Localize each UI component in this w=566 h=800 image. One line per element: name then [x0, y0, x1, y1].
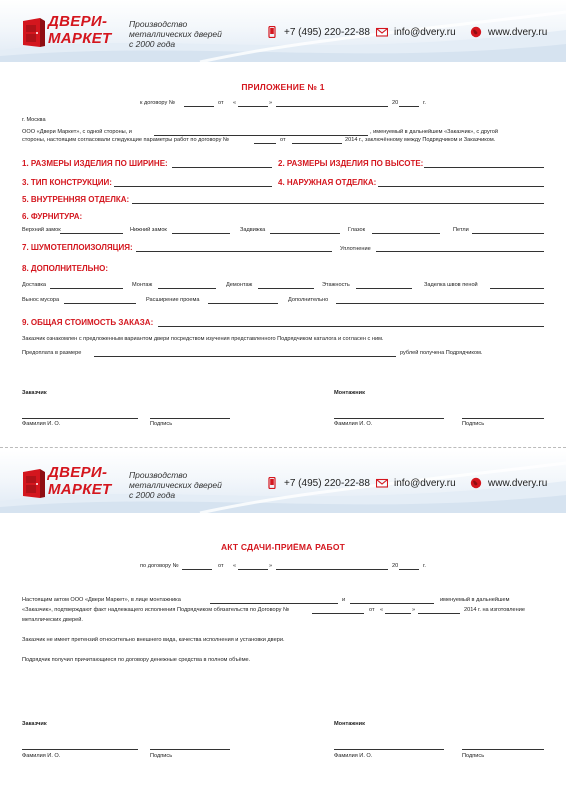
globe-icon	[470, 477, 482, 489]
act-month-line[interactable]	[276, 569, 388, 570]
prepay-suffix: рублей получена Подрядчиком.	[400, 350, 483, 356]
customer-name-line[interactable]	[154, 135, 368, 136]
hardware-latch: Задвижка	[240, 227, 266, 233]
act-p1-line2-e: 2014 г. на изготовление	[464, 607, 525, 613]
inner-value-line[interactable]	[132, 203, 544, 204]
act-contract-number-line[interactable]	[182, 569, 212, 570]
act-installer-name-sign-line[interactable]	[334, 749, 444, 750]
seal-value-line[interactable]	[376, 251, 544, 252]
insulation-seal-label: Уплотнение	[340, 246, 371, 252]
act-year-suffix: г.	[423, 563, 426, 569]
section-height-heading: 2. РАЗМЕРЫ ИЗДЕЛИЯ ПО ВЫСОТЕ:	[278, 159, 424, 168]
installer-name-sign-line[interactable]	[334, 418, 444, 419]
brand-logo-act	[20, 464, 120, 504]
act-year: 20	[392, 563, 399, 569]
email-address: info@dvery.ru	[394, 477, 456, 489]
act-signature-installer-label: Монтажник	[334, 721, 365, 727]
additional-widening: Расширение проема	[146, 297, 200, 303]
header-banner-act	[0, 451, 566, 513]
door-logo-icon	[20, 17, 46, 49]
city-label: г. Москва	[22, 117, 46, 123]
phone-icon	[266, 477, 278, 489]
act-year-line[interactable]	[399, 569, 419, 570]
contract-day-line[interactable]	[238, 106, 268, 107]
latch-line[interactable]	[270, 233, 340, 234]
hinges-line[interactable]	[472, 233, 544, 234]
act-contract-from: от	[218, 563, 224, 569]
contract-year: 20	[392, 100, 399, 106]
customer-signature-line[interactable]	[150, 418, 230, 419]
prepay-amount-line[interactable]	[94, 356, 396, 357]
website-contact-act	[470, 477, 547, 489]
upper-lock-line[interactable]	[60, 233, 123, 234]
intro-contract-number-line[interactable]	[254, 143, 276, 144]
act-p1-line2-a: «Заказчик», подтверждают факт надлежащего исполнения Подрядчиком обязательств по Договору №	[22, 607, 290, 613]
website-contact	[470, 26, 547, 38]
outer-value-line[interactable]	[378, 186, 544, 187]
act-customer-name-caption: Фамилия И. О.	[22, 753, 61, 759]
act-day-line[interactable]	[238, 569, 268, 570]
act-p1-line1-c: именуемый в дальнейшем	[440, 597, 510, 603]
act-contract-prefix: по договору №	[140, 563, 179, 569]
lower-lock-line[interactable]	[172, 233, 230, 234]
additional-installation: Монтаж	[132, 282, 153, 288]
section-insulation-heading: 7. ШУМОТЕПЛОИЗОЛЯЦИЯ:	[22, 243, 133, 252]
contract-year-line[interactable]	[399, 106, 419, 107]
website-url: www.dvery.ru	[488, 477, 548, 489]
insulation-value-line[interactable]	[136, 251, 332, 252]
act-p1-line3: металлических дверей.	[22, 617, 83, 623]
act-p3: Подрядчик получил причитающиеся по договору денежные средства в полном объёме.	[22, 657, 251, 663]
acquainted-text: Заказчик ознакомлен с предложенным вариантом двери посредством изучения представленного Подрядчиком каталога и согласен с ним.	[22, 336, 384, 342]
construction-value-line[interactable]	[114, 186, 272, 187]
act-p1-line1-b: и	[342, 597, 346, 603]
act-title: АКТ СДАЧИ-ПРИЁМА РАБОТ	[220, 542, 346, 552]
installer-sign-caption: Подпись	[462, 421, 485, 427]
contract-from: от	[218, 100, 224, 106]
contract-month-line[interactable]	[276, 106, 388, 107]
tagline-act	[129, 470, 222, 500]
act-installer-signature-line[interactable]	[462, 749, 544, 750]
installation-line[interactable]	[158, 288, 216, 289]
peephole-line[interactable]	[372, 233, 440, 234]
width-value-line[interactable]	[172, 167, 272, 168]
section-additional-heading: 8. ДОПОЛНИТЕЛЬНО:	[22, 264, 108, 273]
tagline-line1: Производство	[129, 470, 188, 480]
total-value-line[interactable]	[158, 326, 544, 327]
tagline-line3: с 2000 года	[129, 490, 176, 500]
hardware-lower-lock: Нижний замок	[130, 227, 167, 233]
intro-line2-a: стороны, настоящим согласовали следующие параметры работ по договору №	[22, 137, 229, 143]
hardware-hinges: Петли	[453, 227, 469, 233]
additional-extra: Дополнительно	[288, 297, 329, 303]
email-address: info@dvery.ru	[394, 26, 456, 38]
act-p1-day-line[interactable]	[385, 613, 411, 614]
act-installer-name-line[interactable]	[210, 603, 338, 604]
prepay-prefix: Предоплата в размере	[22, 350, 82, 356]
email-contact-act	[376, 477, 456, 489]
act-p1-line1-a: Настоящим актом ООО «Двери Маркет», в лице монтажника	[22, 597, 181, 603]
logo-text-line1: ДВЕРИ-	[48, 464, 108, 481]
globe-icon	[470, 26, 482, 38]
contract-number-line[interactable]	[184, 106, 214, 107]
cut-line	[0, 447, 566, 448]
customer-sign-caption: Подпись	[150, 421, 173, 427]
signature-installer-label: Монтажник	[334, 390, 365, 396]
door-logo-icon	[20, 468, 46, 500]
contract-prefix: к договору №	[140, 100, 175, 106]
dismantling-line[interactable]	[258, 288, 314, 289]
act-customer-name-line[interactable]	[350, 603, 434, 604]
hardware-upper-lock: Верхний замок	[22, 227, 61, 233]
intro-line1-a: ООО «Двери Маркет», с одной стороны, и	[22, 129, 132, 135]
installer-signature-line[interactable]	[462, 418, 544, 419]
intro-line2-c: 2014 г., заключённому между Подрядчиком и Заказчиком.	[345, 137, 496, 143]
floors-line[interactable]	[356, 288, 412, 289]
section-outer-heading: 4. НАРУЖНАЯ ОТДЕЛКА:	[278, 178, 377, 187]
section-inner-heading: 5. ВНУТРЕННЯЯ ОТДЕЛКА:	[22, 195, 130, 204]
delivery-line[interactable]	[50, 288, 123, 289]
act-p1-line2-d: »	[412, 607, 416, 613]
additional-dismantling: Демонтаж	[226, 282, 253, 288]
tagline-line3: с 2000 года	[129, 39, 176, 49]
act-customer-sign-caption: Подпись	[150, 753, 173, 759]
intro-line1-b: , именуемый в дальнейшем «Заказчик», с другой	[370, 129, 498, 135]
act-p2: Заказчик не имеет претензий относительно внешнего вида, качества исполнения и установки двери.	[22, 637, 285, 643]
act-p1-line2-c: «	[380, 607, 384, 613]
act-p1-contract-number-line[interactable]	[312, 613, 364, 614]
section-construction-heading: 3. ТИП КОНСТРУКЦИИ:	[22, 178, 112, 187]
phone-number: +7 (495) 220-22-88	[284, 26, 370, 38]
customer-name-caption: Фамилия И. О.	[22, 421, 61, 427]
header-banner	[0, 0, 566, 62]
act-customer-name-sign-line[interactable]	[22, 749, 138, 750]
additional-debris: Вынос мусора	[22, 297, 60, 303]
additional-floors: Этажность	[322, 282, 350, 288]
intro-contract-date-line[interactable]	[292, 143, 342, 144]
phone-number: +7 (495) 220-22-88	[284, 477, 370, 489]
appendix-title: ПРИЛОЖЕНИЕ № 1	[241, 82, 325, 92]
act-sheet	[0, 451, 566, 800]
customer-name-sign-line[interactable]	[22, 418, 138, 419]
email-contact	[376, 26, 456, 38]
installer-name-caption: Фамилия И. О.	[334, 421, 373, 427]
foam-sealing-line[interactable]	[490, 288, 544, 289]
act-installer-name-caption: Фамилия И. О.	[334, 753, 373, 759]
debris-line[interactable]	[64, 303, 136, 304]
act-p1-line2-b: от	[369, 607, 375, 613]
brand-logo	[20, 13, 120, 53]
act-customer-signature-line[interactable]	[150, 749, 230, 750]
act-p1-month-line[interactable]	[418, 613, 460, 614]
phone-icon	[266, 26, 278, 38]
logo-text-line2: МАРКЕТ	[48, 30, 112, 47]
height-value-line[interactable]	[424, 167, 544, 168]
contract-quote-close: »	[269, 100, 273, 106]
contract-quote-open: «	[233, 100, 237, 106]
hardware-peephole: Глазок	[348, 227, 366, 233]
signature-customer-label: Заказчик	[22, 390, 47, 396]
website-url: www.dvery.ru	[488, 26, 548, 38]
additional-delivery: Доставка	[22, 282, 47, 288]
intro-line2-b: от	[280, 137, 286, 143]
contract-year-suffix: г.	[423, 100, 426, 106]
phone-contact	[266, 26, 370, 38]
logo-text-line1: ДВЕРИ-	[48, 13, 108, 30]
section-total-heading: 9. ОБЩАЯ СТОИМОСТЬ ЗАКАЗА:	[22, 318, 154, 327]
act-quote-open: «	[233, 563, 237, 569]
section-width-heading: 1. РАЗМЕРЫ ИЗДЕЛИЯ ПО ШИРИНЕ:	[22, 159, 168, 168]
widening-line[interactable]	[208, 303, 278, 304]
tagline	[129, 19, 222, 49]
mail-icon	[376, 26, 388, 38]
additional-foam-sealing: Заделка швов пеной	[424, 282, 478, 288]
phone-contact-act	[266, 477, 370, 489]
logo-text-line2: МАРКЕТ	[48, 481, 112, 498]
mail-icon	[376, 477, 388, 489]
act-quote-close: »	[269, 563, 273, 569]
act-signature-customer-label: Заказчик	[22, 721, 47, 727]
act-installer-sign-caption: Подпись	[462, 753, 485, 759]
extra-line[interactable]	[336, 303, 544, 304]
tagline-line1: Производство	[129, 19, 188, 29]
section-hardware-heading: 6. ФУРНИТУРА:	[22, 212, 83, 221]
tagline-line2: металлических дверей	[129, 480, 222, 490]
tagline-line2: металлических дверей	[129, 29, 222, 39]
